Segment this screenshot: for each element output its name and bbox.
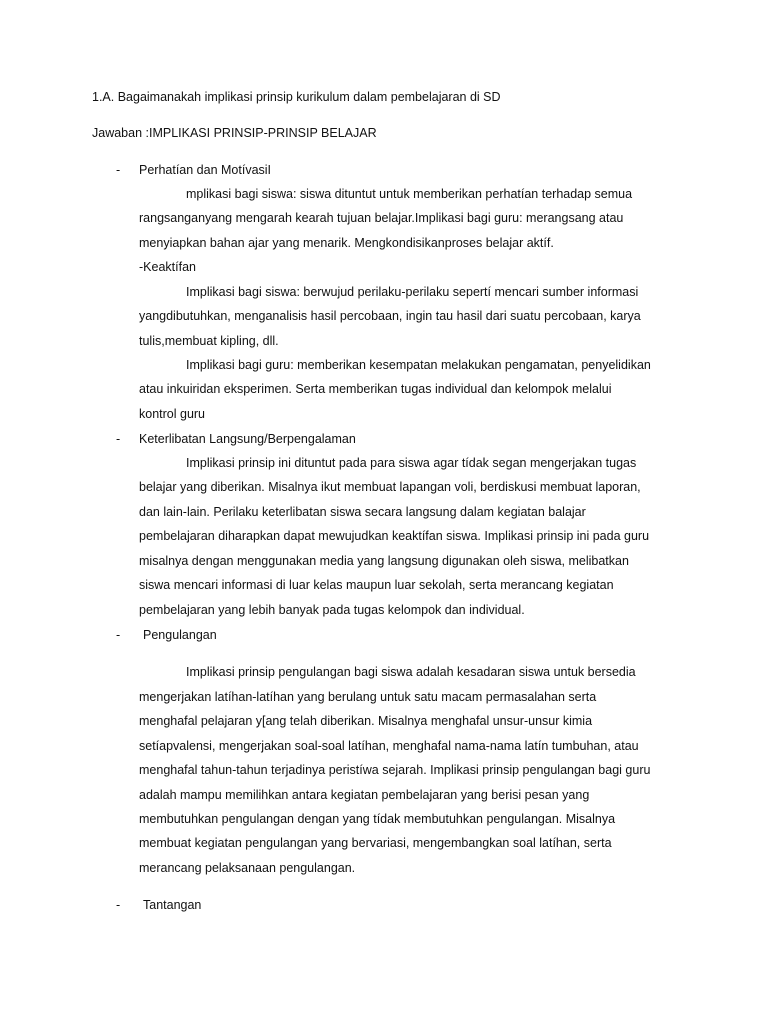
section-title-pengulangan: Pengulangan	[143, 628, 217, 642]
paragraph-line: membuat kegiatan pengulangan yang bervariasi, mengembangkan soal latíhan, serta	[139, 836, 612, 850]
paragraph-line: setíapvalensi, mengerjakan soal-soal latíhan, menghafal nama-nama latín tumbuhan, atau	[139, 739, 639, 753]
paragraph-line: Implikasi prinsip ini dituntut pada para siswa agar tídak segan mengerjakan tugas	[186, 456, 637, 470]
bullet-dash: -	[116, 898, 121, 912]
paragraph-line: Implikasi prinsip pengulangan bagi siswa adalah kesadaran siswa untuk bersedia	[186, 665, 636, 679]
paragraph-line: membutuhkan pengulangan dengan yang tídak membutuhkan pengulangan. Misalnya	[139, 812, 616, 826]
section-title-tantangan: Tantangan	[143, 898, 202, 912]
section-title-perhatian: Perhatían dan MotívasiI	[139, 163, 272, 177]
answer-heading: Jawaban :IMPLIKASI PRINSIP-PRINSIP BELAJAR	[92, 126, 377, 140]
paragraph-line: tulis,membuat kipling, dll.	[139, 334, 279, 348]
question-heading: 1.A. Bagaimanakah implikasi prinsip kurikulum dalam pembelajaran di SD	[92, 90, 501, 104]
paragraph-line: belajar yang diberikan. Misalnya ikut membuat lapangan voli, berdiskusi membuat laporan,	[139, 480, 641, 494]
paragraph-line: merancang pelaksanaan pengulangan.	[139, 861, 356, 875]
paragraph-line: menghafal tahun-tahun terjadinya peristíwa sejarah. Implikasi prinsip pengulangan bagi guru	[139, 763, 651, 777]
paragraph-line: siswa mencari informasi di luar kelas maupun luar sekolah, serta merancang kegiatan	[139, 578, 614, 592]
bullet-dash: -	[116, 628, 121, 642]
paragraph-line: rangsanganyang mengarah kearah tujuan belajar.Implikasi bagi guru: merangsang atau	[139, 211, 624, 225]
paragraph-line: mengerjakan latíhan-latíhan yang berulang untuk satu macam permasalahan serta	[139, 690, 597, 704]
paragraph-line: Implikasi bagi guru: memberikan kesempatan melakukan pengamatan, penyelidikan	[186, 358, 651, 372]
paragraph-line: adalah mampu memilihkan antara kegiatan pembelajaran yang berisi pesan yang	[139, 788, 590, 802]
paragraph-line: dan lain-lain. Perilaku keterlibatan siswa secara langsung dalam kegiatan balajar	[139, 505, 586, 519]
paragraph-line: yangdibutuhkan, menganalisis hasil percobaan, ingin tau hasil dari suatu percobaan, karya	[139, 309, 641, 323]
paragraph-line: Implikasi bagi siswa: berwujud perilaku-perilaku sepertí mencari sumber informasi	[186, 285, 639, 299]
paragraph-line: pembelajaran yang lebih banyak pada tugas kelompok dan individual.	[139, 603, 525, 617]
paragraph-line: atau inkuiridan eksperimen. Serta memberikan tugas individual dan kelompok melalui	[139, 382, 612, 396]
paragraph-line: mplikasi bagi siswa: siswa dituntut untuk memberikan perhatían terhadap semua	[186, 187, 633, 201]
subsection-title-keaktifan: -Keaktífan	[139, 260, 196, 274]
bullet-dash: -	[116, 163, 121, 177]
paragraph-line: pembelajaran diharapkan dapat mewujudkan keaktífan siswa. Implikasi prinsip ini pada guru	[139, 529, 650, 543]
paragraph-line: misalnya dengan menggunakan media yang langsung digunakan oleh siswa, melibatkan	[139, 554, 629, 568]
section-title-keterlibatan: Keterlibatan Langsung/Berpengalaman	[139, 432, 356, 446]
paragraph-line: menghafal pelajaran y[ang telah diberikan. Misalnya menghafal unsur-unsur kimia	[139, 714, 593, 728]
paragraph-line: kontrol guru	[139, 407, 206, 421]
bullet-dash: -	[116, 432, 121, 446]
paragraph-line: menyiapkan bahan ajar yang menarik. Mengkondisikanproses belajar aktíf.	[139, 236, 554, 250]
